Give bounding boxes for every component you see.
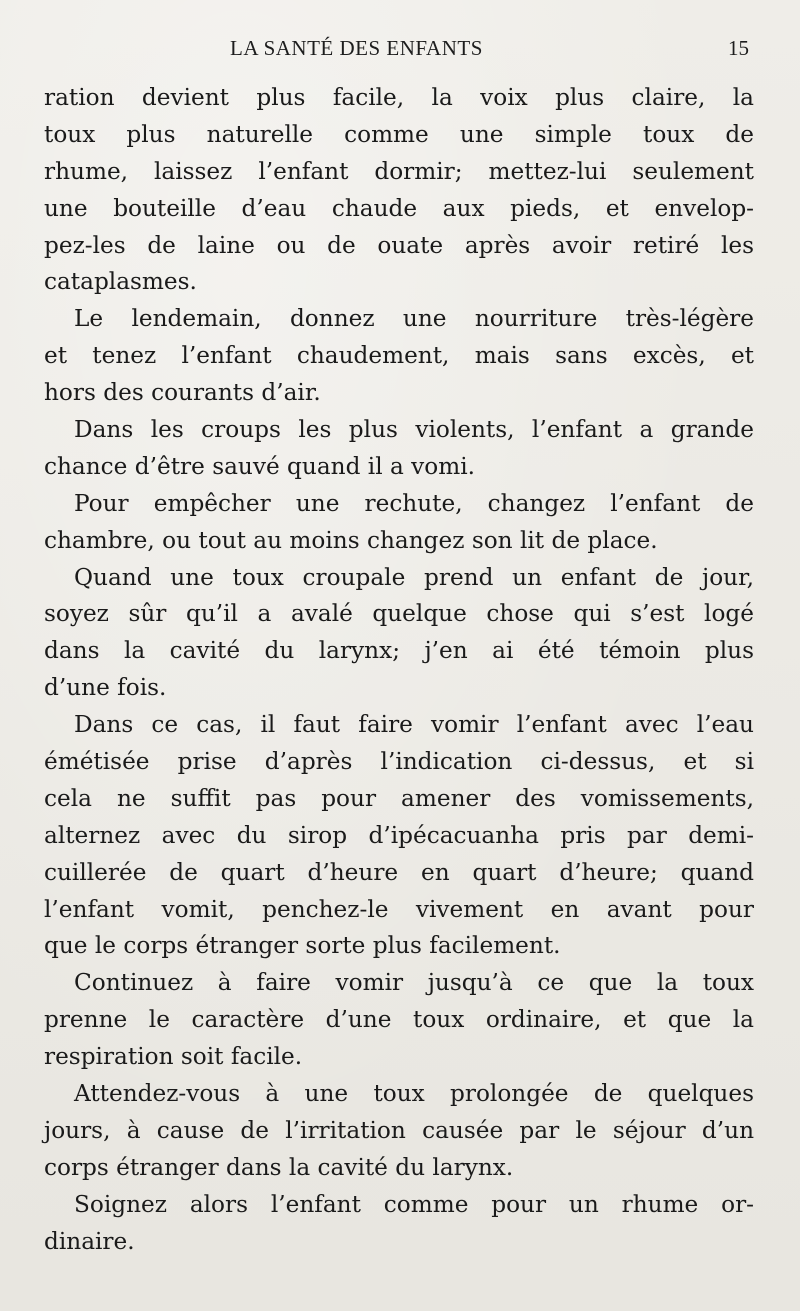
text-line: Soignez alors l’enfant comme pour un rhume or- [74, 1190, 754, 1218]
text-line: pez-les de laine ou de ouate après avoir retiré les [44, 231, 754, 259]
running-header [0, 36, 800, 66]
text-line: prenne le caractère d’une toux ordinaire, et que la [44, 1006, 754, 1034]
text-line: respiration soit facile. [44, 1043, 303, 1071]
text-line: Dans ce cas, il faut faire vomir l’enfant avec l’eau [74, 711, 754, 739]
text-line: cataplasmes. [44, 268, 197, 296]
text-line: émétisée prise d’après l’indication ci-dessus, et si [44, 748, 754, 776]
text-line: Attendez-vous à une toux prolongée de quelques [74, 1080, 754, 1108]
text-line: ration devient plus facile, la voix plus claire, la [44, 84, 754, 111]
text-line: hors des courants d’air. [44, 379, 321, 407]
text-line: que le corps étranger sorte plus facilement. [44, 932, 561, 960]
text-line: rhume, laissez l’enfant dormir; mettez-lui seulement [44, 157, 754, 185]
text-line: corps étranger dans la cavité du larynx. [44, 1153, 514, 1181]
text-line: soyez sûr qu’il a avalé quelque chose qui s’est logé [44, 600, 754, 628]
text-line: Le lendemain, donnez une nourriture très-légère [74, 305, 754, 333]
text-line: Dans les croups les plus violents, l’enfant a grande [74, 416, 754, 444]
text-line: Continuez à faire vomir jusqu’à ce que la toux [74, 969, 754, 997]
running-title: LA SANTÉ DES ENFANTS [230, 36, 483, 60]
text-line: l’enfant vomit, penchez-le vivement en avant pour [44, 895, 754, 923]
text-line: alternez avec du sirop d’ipécacuanha pris par demi- [44, 821, 754, 849]
text-line: jours, à cause de l’irritation causée par le séjour d’un [44, 1116, 754, 1144]
text-line: dinaire. [44, 1227, 135, 1255]
text-line: toux plus naturelle comme une simple toux de [44, 120, 754, 148]
text-line: d’une fois. [44, 674, 167, 702]
text-line: chance d’être sauvé quand il a vomi. [44, 452, 476, 480]
text-line: cuillerée de quart d’heure en quart d’heure; quand [44, 858, 754, 886]
body-text [44, 80, 754, 1261]
text-line: Quand une toux croupale prend un enfant de jour, [74, 563, 754, 591]
text-line: et tenez l’enfant chaudement, mais sans excès, et [44, 342, 754, 370]
text-line: cela ne suffit pas pour amener des vomissements, [44, 784, 754, 812]
text-line: une bouteille d’eau chaude aux pieds, et envelop- [44, 194, 754, 222]
text-line: Pour empêcher une rechute, changez l’enfant de [74, 489, 754, 517]
text-line: dans la cavité du larynx; j’en ai été témoin plus [44, 637, 754, 665]
page-number: 15 [728, 36, 749, 60]
text-line: chambre, ou tout au moins changez son lit de place. [44, 526, 658, 554]
